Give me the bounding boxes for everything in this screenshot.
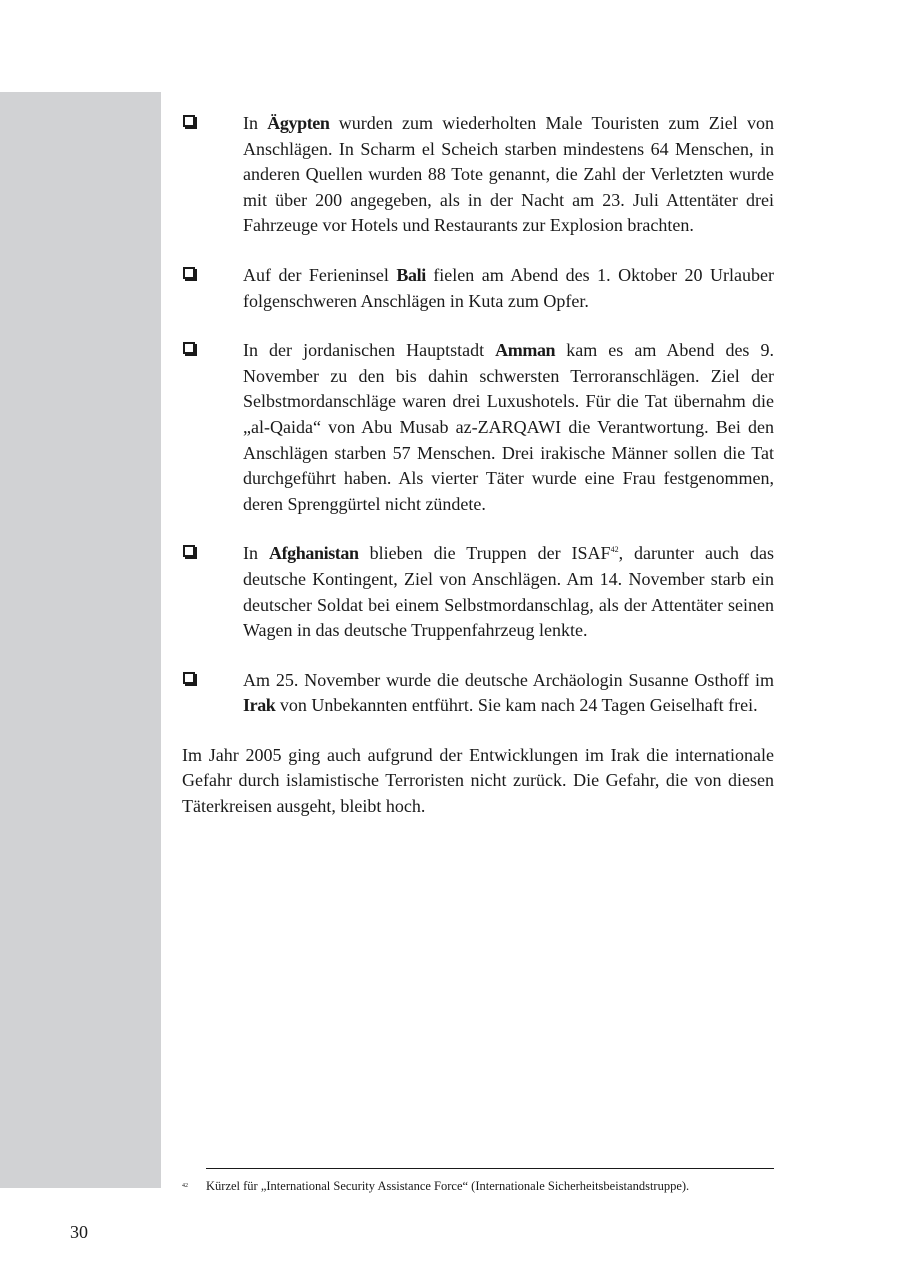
bullet-item-iraq xyxy=(182,668,774,719)
bullet-text xyxy=(243,263,774,314)
text-segment: blieben die Truppen der ISAF xyxy=(358,543,611,564)
margin-sidebar xyxy=(0,92,161,1188)
checkbox-bullet-icon xyxy=(183,672,195,684)
footnote-text: Kürzel für „International Security Assistance Force“ (Internationale Sicherheitsbeistandstruppe). xyxy=(206,1179,690,1193)
closing-paragraph: Im Jahr 2005 ging auch aufgrund der Entwicklungen im Irak die internationale Gefahr durch islamistische Terroristen nicht zurück. Die Gefahr, die von diesen Täterkreisen ausgeht, bleibt hoch. xyxy=(182,744,774,817)
keyword-egypt: Ägypten xyxy=(267,113,330,133)
keyword-iraq: Irak xyxy=(243,695,276,716)
text-segment: Am 25. November wurde die deutsche Archäologin Susanne Osthoff im xyxy=(243,669,774,690)
keyword-bali: Bali xyxy=(396,264,426,285)
bullet-item-amman xyxy=(182,338,774,517)
keyword-afghanistan: Afghanistan xyxy=(268,543,359,564)
text-segment: , darunter auch das deutsche Kontingent, Ziel von Anschlägen. Am 14. November starb ein deutscher Soldat bei einem Selbstmordanschlag, als der Attentäter seinen Wagen in das deutsche Truppenfahrzeug lenkte. xyxy=(243,543,774,641)
bullet-text xyxy=(243,668,774,719)
page-number: 30 xyxy=(70,1222,88,1242)
footnote-reference[interactable]: 42 xyxy=(610,545,619,555)
text-segment: kam es am Abend des 9. November zu den bis dahin schwersten Terroranschlägen. Ziel der Selbstmordanschläge waren drei Luxushotels. Für die Tat übernahm die „al-Qaida“ von Abu Musab az-ZARQAWI die Verantwortung. Bei den Anschlägen starben 57 Menschen. Drei irakische Männer sollen die Tat durchgeführt haben. Als vierter Täter wurde eine Frau festgenommen, deren Sprenggürtel nicht zündete. xyxy=(243,340,774,514)
text-segment: Auf der Ferieninsel xyxy=(243,264,397,285)
keyword-amman: Amman xyxy=(495,340,556,361)
bullet-item-egypt xyxy=(182,111,774,239)
bullet-item-afghanistan xyxy=(182,541,774,643)
main-content xyxy=(182,111,774,820)
checkbox-bullet-icon xyxy=(183,545,195,557)
text-segment: wurden zum wiederholten Male Touristen zum Ziel von Anschlägen. In Scharm el Scheich starben mindestens 64 Menschen, in anderen Quellen wurden 88 Tote genannt, die Zahl der Verletzten wurde mit über 200 angegeben, als in der Nacht am 23. Juli Attentäter drei Fahrzeuge vor Hotels und Restaurants zur Explosion brachten. xyxy=(243,113,774,236)
bullet-text xyxy=(243,111,774,239)
text-segment: fielen am Abend des 1. Oktober 20 Urlauber folgenschweren Anschlägen in Kuta zum Opfer. xyxy=(243,264,775,311)
bullet-text xyxy=(243,338,774,517)
checkbox-bullet-icon xyxy=(183,115,195,127)
footnote-number: 42 xyxy=(182,1183,188,1189)
text-segment: In xyxy=(243,113,268,133)
text-segment: In der jordanischen Hauptstadt xyxy=(243,340,496,361)
text-segment: von Unbekannten entführt. Sie kam nach 24 Tagen Geiselhaft frei. xyxy=(275,695,758,716)
checkbox-bullet-icon xyxy=(183,342,195,354)
footnote-divider xyxy=(206,1168,774,1169)
bullet-item-bali xyxy=(182,263,774,314)
text-segment: In xyxy=(243,543,269,564)
checkbox-bullet-icon xyxy=(183,267,195,279)
bullet-text xyxy=(243,541,774,643)
